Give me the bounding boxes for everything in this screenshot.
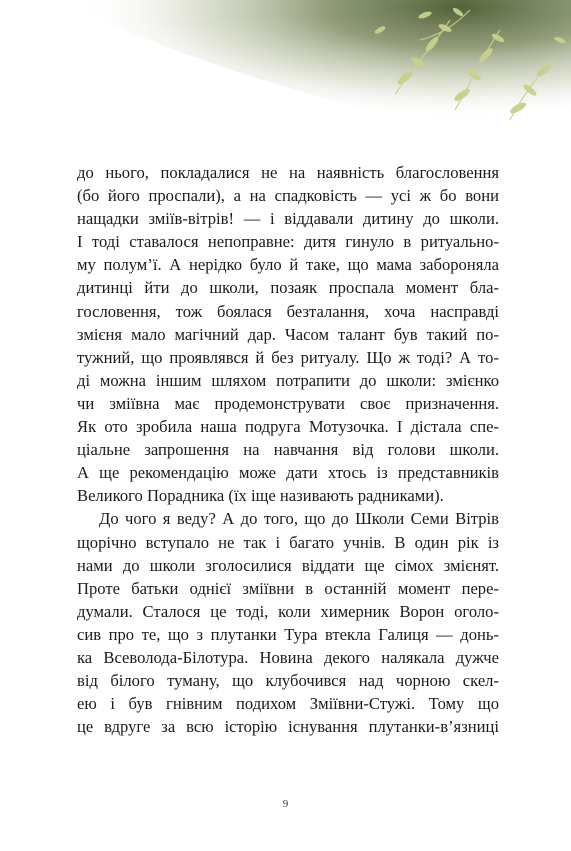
text-line: му полум’ї. А нерідко було й таке, що мама забороняла [77,255,499,275]
text-line: тужний, що проявлявся й без ритуалу. Що ж тоді? А то- [77,347,499,367]
text-line: Як ото зробила наша подруга Мотузочка. І дістала спе- [77,417,499,437]
text-line: ціальне запрошення на навчання від голови школи. [77,440,499,460]
text-line: Проте батьки однієї зміївни в останній момент пере- [77,578,499,598]
text-line: щорічно вступало не так і багато учнів. В один рік із [77,532,499,552]
text-line: дитинці йти до школи, позаяк проспала момент бла- [77,278,499,298]
leaves-illustration [0,0,571,150]
text-line: До чого я веду? А до того, що до Школи Семи Вітрів [99,509,499,529]
text-line: нами до школи зголосилися віддати ще сімох змієнят. [77,555,499,575]
text-line: гословення, тож боялася безталання, хоча насправді [77,301,499,321]
text-line: А ще рекомендацію може дати хтось із представників [77,463,499,483]
text-line: чи зміївна має продемонструвати своє призначення. [77,393,499,413]
text-line: І тоді ставалося непоправне: дитя гинуло в ритуально- [77,232,499,252]
text-line: це вдруге за всю історію існування плутанки-в’язниці [77,717,499,737]
text-line: ею і був гнівним подихом Зміївни-Стужі. Тому що [77,694,499,714]
text-line: до нього, покладалися не на наявність благословення [77,163,499,182]
body-text [77,161,499,738]
text-line: від білого туману, що клубочився над чорною скел- [77,671,499,691]
text-line: змієня мало магічний дар. Часом талант був такий по- [77,324,499,344]
text-line: (бо його проспали), а на спадковість — усі ж бо вони [77,186,499,206]
text-line: Великого Порадника (їх іще називають радниками). [77,486,444,506]
text-line: ка Всеволода-Білотура. Новина декого налякала дужче [77,647,499,667]
text-line: думали. Сталося це тоді, коли химерник Ворон оголо- [77,601,499,621]
text-line: ді можна іншим шляхом потрапити до школи: змієнко [77,370,499,390]
text-line: нащадки зміїв-вітрів! — і віддавали дитину до школи. [77,209,499,229]
page-number: 9 [282,798,289,810]
text-line: сив про те, що з плутанки Тура втекла Галиця — донь- [77,624,499,644]
